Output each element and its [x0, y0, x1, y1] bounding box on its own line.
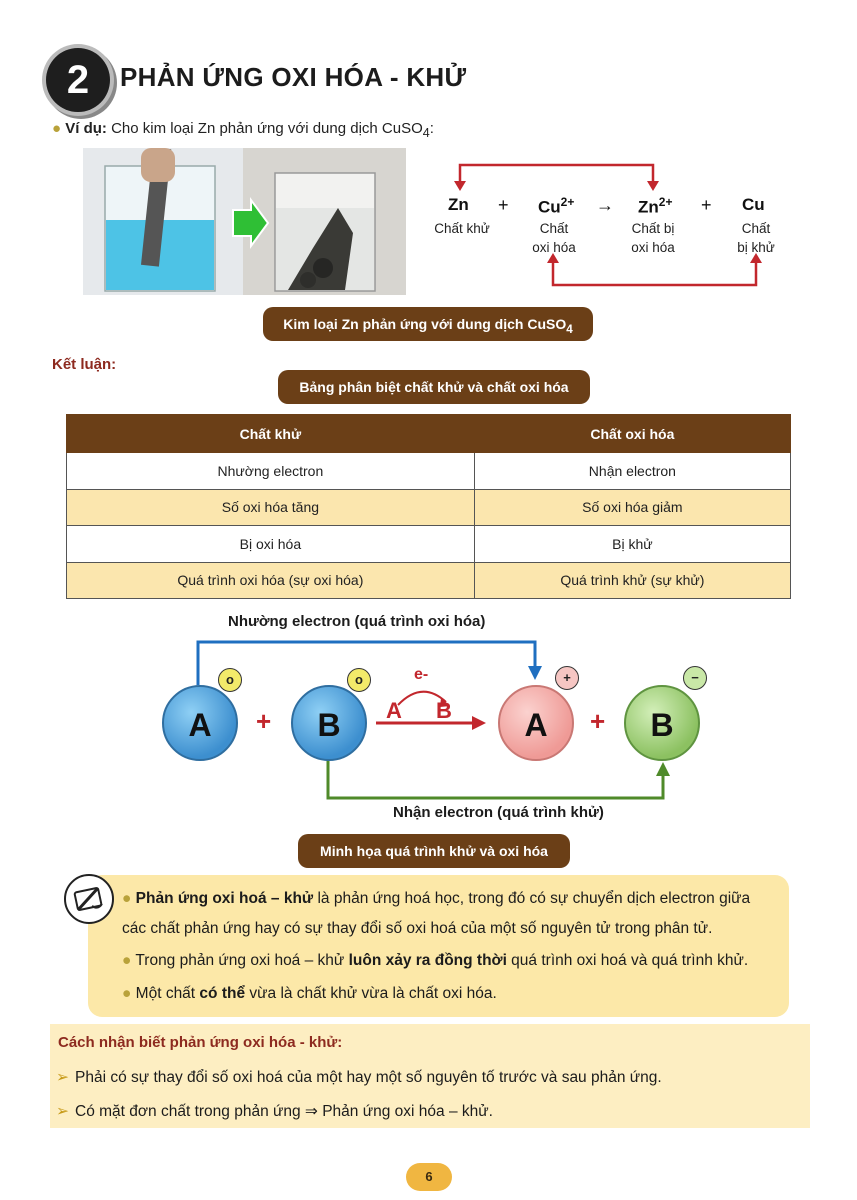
note-line: các chất phản ứng hay có sự thay đổi số oxi hoá của một số nguyên tử trong phân tử.	[122, 920, 713, 937]
reduction-label: Nhận electron (quá trình khử)	[393, 804, 604, 821]
table-cell: Quá trình oxi hóa (sự oxi hóa)	[67, 562, 475, 599]
recognition-box	[50, 1024, 810, 1128]
table-cell: Số oxi hóa giảm	[474, 489, 790, 526]
species-zn: Zn	[448, 195, 469, 214]
example-line	[52, 120, 434, 140]
reaction-equation	[420, 155, 800, 295]
plus-sign: +	[590, 706, 606, 736]
conclusion-label: Kết luận:	[52, 356, 117, 373]
bullet-icon: ●	[52, 120, 62, 137]
list-item: ➢ Phải có sự thay đổi số oxi hoá của một hay một số nguyên tố trước và sau phản ứng.	[56, 1069, 662, 1086]
table-cell: Nhường electron	[67, 453, 475, 490]
note-line: ● Trong phản ứng oxi hoá – khử luôn xảy ra đồng thời quá trình oxi hoá và quá trình khử.	[122, 952, 749, 969]
transfer-to-label: B	[436, 698, 452, 723]
arrow-bullet-icon: ➢	[56, 1103, 69, 1120]
role-zn: Chất khử	[434, 221, 490, 236]
plus-sign: +	[701, 195, 712, 215]
example-label: Ví dụ:	[65, 120, 107, 137]
list-item: ➢ Có mặt đơn chất trong phản ứng ⇒ Phản ứng oxi hóa – khử.	[56, 1103, 493, 1120]
example-colon: :	[429, 120, 434, 137]
oxidation-label: Nhường electron (quá trình oxi hóa)	[228, 613, 486, 630]
table-caption: Bảng phân biệt chất khử và chất oxi hóa	[278, 370, 590, 404]
charge-negative-icon: −	[683, 666, 707, 690]
table-row	[67, 526, 791, 563]
atom-a-ion: A	[498, 685, 574, 761]
species-cu: Cu	[742, 195, 765, 214]
arrow-bullet-icon: ➢	[56, 1069, 69, 1086]
electron-transfer-diagram	[150, 610, 710, 825]
summary-note	[88, 875, 789, 1017]
bullet-icon: ●	[122, 952, 136, 969]
table-cell: Nhận electron	[474, 453, 790, 490]
section-number-badge: 2	[46, 48, 110, 112]
table-header-row	[67, 415, 791, 453]
atom-b: B	[291, 685, 367, 761]
experiment-photo	[83, 148, 406, 295]
photo-caption: Kim loại Zn phản ứng với dung dịch CuSO$_4$	[263, 307, 593, 341]
example-text: Cho kim loại Zn phản ứng với dung dịch CuSO	[111, 120, 423, 137]
table-row	[67, 453, 791, 490]
charge-zero-b: o	[347, 668, 371, 692]
page-number: 6	[406, 1163, 452, 1191]
role-cu2plus: Chất oxi hóa	[532, 221, 576, 255]
beakers-illustration	[83, 148, 406, 295]
bullet-icon: ●	[122, 890, 136, 907]
table-row	[67, 562, 791, 599]
table-cell: Bị khử	[474, 526, 790, 563]
plus-sign: +	[498, 195, 509, 215]
table-row	[67, 489, 791, 526]
charge-positive-icon: +	[555, 666, 579, 690]
note-line: ● Phản ứng oxi hoá – khử là phản ứng hoá học, trong đó có sự chuyển dịch electron giữa	[122, 890, 751, 907]
charge-zero-a: o	[218, 668, 242, 692]
electron-label: e-	[414, 666, 429, 683]
table-header: Chất oxi hóa	[474, 415, 790, 453]
atom-b-ion: B	[624, 685, 700, 761]
example-subscript: 4	[422, 126, 430, 140]
bullet-icon: ●	[122, 985, 136, 1002]
reaction-arrow: →	[596, 195, 614, 215]
table-cell: Số oxi hóa tăng	[67, 489, 475, 526]
table-header: Chất khử	[67, 415, 475, 453]
role-zn2plus: Chất bị oxi hóa	[631, 221, 675, 255]
recognition-heading: Cách nhận biết phản ứng oxi hóa - khử:	[58, 1034, 343, 1051]
comparison-table	[66, 414, 791, 599]
plus-sign: +	[256, 706, 272, 736]
diagram-caption: Minh họa quá trình khử và oxi hóa	[298, 834, 570, 868]
species-zn2plus: $Zn^{2+}$	[638, 195, 673, 217]
section-title: PHẢN ỨNG OXI HÓA - KHỬ	[120, 62, 467, 92]
role-cu: Chất bị khử	[737, 221, 775, 255]
table-cell: Quá trình khử (sự khử)	[474, 562, 790, 599]
table-cell: Bị oxi hóa	[67, 526, 475, 563]
species-cu2plus: $Cu^{2+}$	[538, 195, 575, 217]
transfer-from-label: A	[386, 698, 402, 723]
pen-writing-icon	[64, 874, 114, 924]
note-line: ● Một chất có thể vừa là chất khử vừa là chất oxi hóa.	[122, 985, 497, 1002]
atom-a: A	[162, 685, 238, 761]
